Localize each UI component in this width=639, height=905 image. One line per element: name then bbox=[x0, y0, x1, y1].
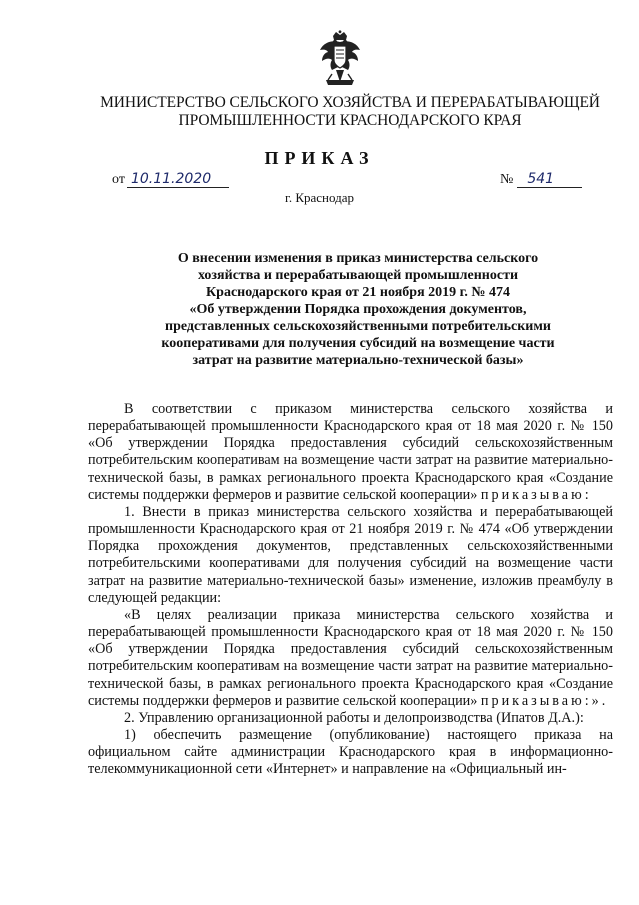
heading-line: О внесении изменения в приказ министерства сельского bbox=[177, 251, 539, 266]
order-date bbox=[112, 171, 229, 188]
heading-line: представленных сельскохозяйственными потребительскими bbox=[165, 319, 551, 334]
order-body bbox=[88, 401, 613, 778]
paragraph-new-preamble bbox=[88, 607, 613, 710]
heading-line: затрат на развитие материально-технической базы» bbox=[192, 353, 524, 368]
paragraph-item-1: 1. Внести в приказ министерства сельского хозяйства и перерабатывающей промышленности Краснодарского края от 21 ноября 2019 г. № 474 «Об утверждении Порядка прохождения документов, представленных сельскохозяйственными потребительскими кооперативами для получения субсидий на возмещение части затрат на развитие материально-технической базы» изменение, изложив преамбулу в следующей редакции: bbox=[88, 503, 613, 606]
ministry-line-2: ПРОМЫШЛЕННОСТИ КРАСНОДАРСКОГО КРАЯ bbox=[178, 112, 522, 129]
number-prefix: № bbox=[500, 172, 514, 187]
coat-of-arms-icon bbox=[318, 30, 362, 88]
order-title: ПРИКАЗ bbox=[264, 148, 375, 168]
ministry-line-1: МИНИСТЕРСТВО СЕЛЬСКОГО ХОЗЯЙСТВА И ПЕРЕРАБАТЫВАЮЩЕЙ bbox=[100, 94, 600, 111]
paragraph-preamble bbox=[88, 401, 613, 504]
new-preamble-text: «В целях реализации приказа министерства сельского хозяйства и перерабатывающей промышленности Краснодарского края от 18 мая 2020 г. № 150 «Об утверждении Порядка предоставления субсидий сельскохозяйственным потребительским кооперативам на возмещение части затрат на развитие материально-технической базы, в рамках регионального проекта Краснодарского края «Создание системы поддержки фермеров и развитие сельской кооперации» bbox=[88, 606, 613, 709]
heading-line: хозяйства и перерабатывающей промышленности bbox=[197, 268, 519, 283]
ministry-name bbox=[60, 94, 639, 130]
order-word-quoted: приказываю:» bbox=[480, 692, 602, 709]
order-number bbox=[500, 171, 582, 188]
paragraph-item-2-1: 1) обеспечить размещение (опубликование) настоящего приказа на официальном сайте администрации Краснодарского края в информационно-телекоммуникационной сети «Интернет» и направление на «Официальный ин- bbox=[88, 726, 613, 778]
paragraph-item-2: 2. Управлению организационной работы и делопроизводства (Ипатов Д.А.): bbox=[124, 709, 584, 726]
heading-line: Краснодарского края от 21 ноября 2019 г. № 474 bbox=[206, 285, 510, 300]
number-value: 541 bbox=[517, 171, 582, 188]
order-heading bbox=[138, 250, 578, 369]
preamble-text: В соответствии с приказом министерства сельского хозяйства и перерабатывающей промышленности Краснодарского края от 18 мая 2020 г. № 150 «Об утверждении Порядка предоставления субсидий сельскохозяйственным потребительским кооперативам на возмещение части затрат на развитие материально-технической базы, в рамках регионального проекта Краснодарского края «Создание системы поддержки фермеров и развитие сельской кооперации» bbox=[88, 401, 613, 503]
order-word: приказываю: bbox=[480, 486, 592, 503]
date-value: 10.11.2020 bbox=[127, 171, 229, 188]
heading-line: «Об утверждении Порядка прохождения документов, bbox=[189, 302, 527, 317]
order-city: г. Краснодар bbox=[284, 190, 355, 205]
new-preamble-end: . bbox=[601, 692, 606, 709]
date-prefix: от bbox=[112, 172, 125, 187]
heading-line: кооперативами для получения субсидий на возмещение части bbox=[161, 336, 555, 351]
